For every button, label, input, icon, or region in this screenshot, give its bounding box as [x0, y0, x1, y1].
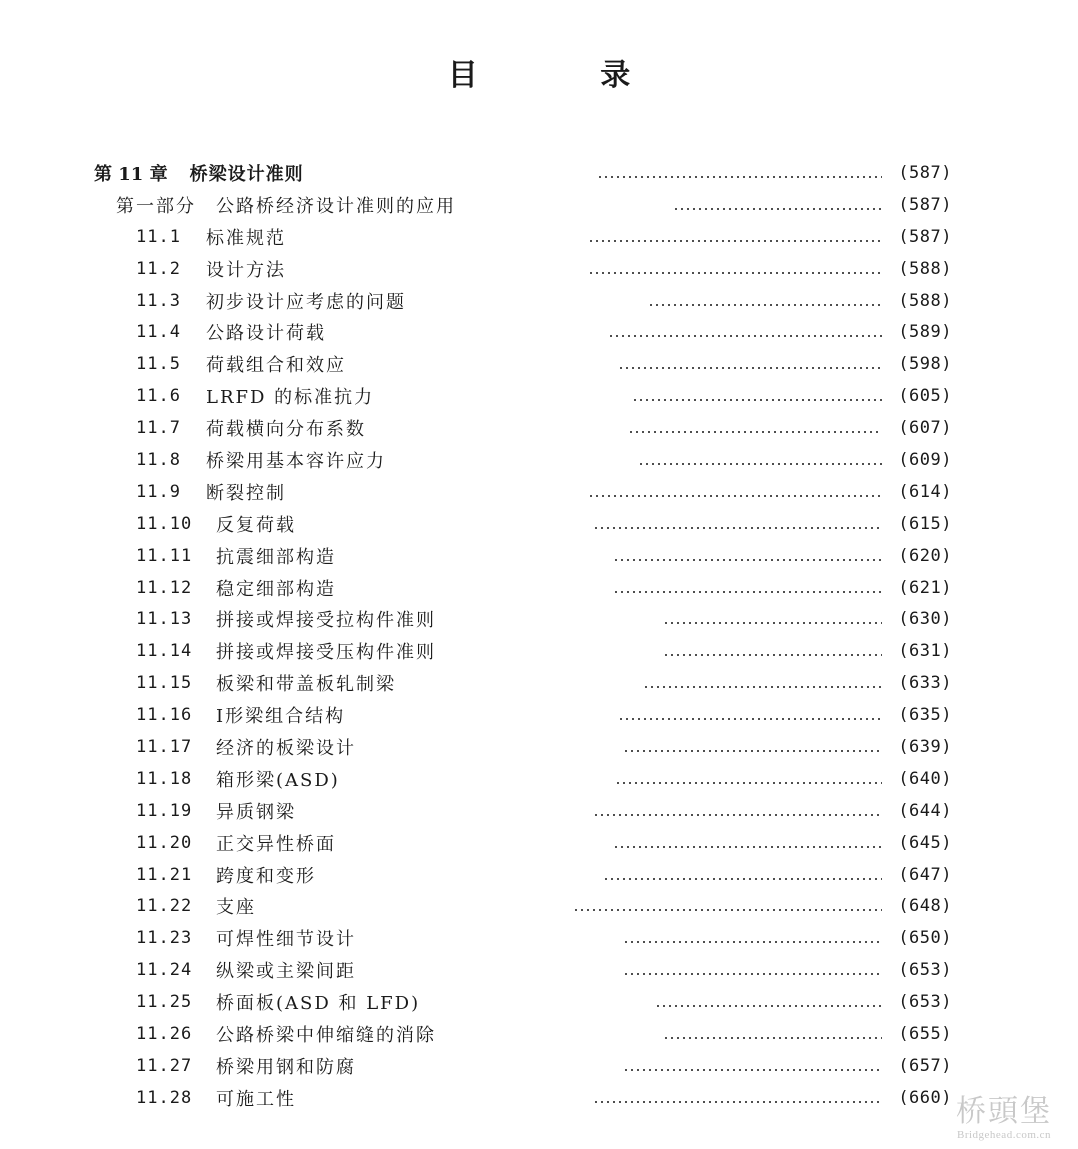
toc-entry-number: 11.16 [136, 705, 193, 726]
toc-entry-title: 荷载横向分布系数 [206, 419, 366, 441]
toc-entry-page: (620) [898, 545, 952, 566]
dot-leader [597, 176, 882, 178]
toc-entry-number: 11.2 [136, 258, 181, 279]
toc-entry-left [0, 734, 615, 760]
toc-entry-title: 反复荷载 [216, 514, 296, 536]
toc-entry-page: (631) [898, 641, 952, 662]
toc-entry-left [0, 925, 615, 951]
dot-leader [618, 367, 882, 369]
toc-entry-page: (588) [898, 290, 952, 311]
toc-entry-left [0, 862, 595, 888]
toc-entry-left [0, 1085, 585, 1111]
toc-entry-left [0, 256, 580, 282]
toc-entry-page: (621) [898, 577, 952, 598]
toc-entry-page: (598) [898, 354, 952, 375]
toc-entry-left [0, 319, 600, 345]
toc-entry-page: (588) [898, 258, 952, 279]
toc-entry-number: 11.14 [136, 641, 193, 662]
toc-entry-title: 抗震细部构造 [216, 546, 336, 568]
toc-entry-page: (587) [898, 194, 952, 215]
dot-leader [613, 591, 882, 593]
toc-entry-part[interactable] [0, 189, 1078, 221]
toc-entry-section[interactable] [0, 827, 1078, 859]
toc-entry-title: 公路桥经济设计准则的应用 [216, 195, 456, 217]
toc-entry-title: 稳定细部构造 [216, 578, 336, 600]
toc-entry-title: 可施工性 [216, 1088, 296, 1110]
dot-leader [573, 909, 882, 911]
toc-entry-title: 初步设计应考虑的问题 [206, 291, 406, 313]
toc-entry-section[interactable] [0, 635, 1078, 667]
toc-entry-left [0, 766, 607, 792]
toc-entry-title: 拼接或焊接受压构件准则 [216, 642, 436, 664]
toc-entry-left [0, 415, 620, 441]
toc-entry-section[interactable] [0, 253, 1078, 285]
dot-leader [593, 814, 882, 816]
toc-entry-page: (650) [898, 928, 952, 949]
dot-leader [618, 718, 882, 720]
toc-entry-title: 桥梁用基本容许应力 [206, 450, 386, 472]
watermark-logo-text: 桥頭堡 [956, 1094, 1052, 1129]
toc-entry-page: (645) [898, 832, 952, 853]
dot-leader [615, 782, 882, 784]
watermark-url: Bridgehead.com.cn [956, 1129, 1052, 1141]
table-of-contents [0, 157, 1078, 1114]
dot-leader [588, 272, 882, 274]
dot-leader [613, 846, 882, 848]
toc-entry-title: 板梁和带盖板轧制梁 [216, 674, 396, 696]
dot-leader [648, 304, 882, 306]
toc-entry-left [0, 192, 665, 218]
dot-leader [588, 495, 882, 497]
toc-entry-section[interactable] [0, 986, 1078, 1018]
dot-leader [623, 1069, 882, 1071]
toc-entry-page: (589) [898, 322, 952, 343]
toc-entry-left [0, 288, 640, 314]
toc-entry-left [0, 447, 630, 473]
toc-entry-section[interactable] [0, 954, 1078, 986]
dot-leader [673, 208, 882, 210]
toc-entry-section[interactable] [0, 699, 1078, 731]
toc-entry-number: 11.12 [136, 577, 193, 598]
toc-entry-title: 桥面板(ASD 和 LFD) [216, 993, 421, 1015]
dot-leader [663, 654, 882, 656]
toc-entry-page: (614) [898, 481, 952, 502]
dot-leader [643, 686, 882, 688]
toc-entry-number: 11.5 [136, 354, 181, 375]
toc-entry-number: 11.23 [136, 928, 193, 949]
toc-entry-page: (630) [898, 609, 952, 630]
toc-entry-number: 11.26 [136, 1023, 193, 1044]
toc-entry-title: 断裂控制 [206, 482, 286, 504]
toc-entry-number: 11.1 [136, 226, 181, 247]
toc-entry-section[interactable] [0, 540, 1078, 572]
toc-entry-page: (587) [898, 162, 952, 183]
toc-entry-title: 桥梁设计准则 [189, 163, 304, 185]
toc-entry-page: (655) [898, 1023, 952, 1044]
toc-entry-left [0, 798, 585, 824]
dot-leader [593, 527, 882, 529]
toc-entry-page: (648) [898, 896, 952, 917]
toc-entry-title: 拼接或焊接受拉构件准则 [216, 610, 436, 632]
toc-entry-number: 第 11 章 [94, 163, 168, 185]
toc-entry-section[interactable] [0, 572, 1078, 604]
toc-entry-section[interactable] [0, 890, 1078, 922]
toc-entry-number: 11.15 [136, 673, 193, 694]
toc-entry-left [0, 1053, 615, 1079]
dot-leader [623, 750, 882, 752]
toc-entry-chapter[interactable] [0, 157, 1078, 189]
toc-entry-title: 设计方法 [206, 259, 286, 281]
toc-entry-left [0, 989, 647, 1015]
toc-entry-section[interactable] [0, 348, 1078, 380]
toc-entry-section[interactable] [0, 412, 1078, 444]
toc-entry-section[interactable] [0, 476, 1078, 508]
toc-entry-left [0, 893, 565, 919]
toc-entry-left [0, 511, 585, 537]
toc-entry-page: (647) [898, 864, 952, 885]
toc-entry-page: (653) [898, 960, 952, 981]
dot-leader [623, 973, 882, 975]
toc-entry-left [0, 160, 589, 186]
toc-entry-title: 箱形梁(ASD) [216, 769, 340, 791]
toc-entry-section[interactable] [0, 763, 1078, 795]
toc-entry-number: 11.9 [136, 481, 181, 502]
toc-entry-section[interactable] [0, 667, 1078, 699]
toc-entry-number: 11.21 [136, 864, 193, 885]
toc-entry-number: 第一部分 [116, 195, 196, 217]
toc-entry-title: 异质钢梁 [216, 801, 296, 823]
toc-entry-left [0, 575, 605, 601]
toc-entry-title: 支座 [216, 897, 256, 919]
toc-entry-number: 11.10 [136, 513, 193, 534]
toc-entry-section[interactable] [0, 1082, 1078, 1114]
toc-entry-number: 11.24 [136, 960, 193, 981]
toc-entry-section[interactable] [0, 603, 1078, 635]
toc-entry-title: 标准规范 [206, 227, 286, 249]
toc-entry-left [0, 638, 655, 664]
toc-entry-title: 公路设计荷载 [206, 323, 326, 345]
toc-entry-page: (657) [898, 1055, 952, 1076]
toc-entry-left [0, 224, 580, 250]
toc-entry-left [0, 702, 610, 728]
toc-entry-number: 11.7 [136, 418, 181, 439]
toc-entry-number: 11.19 [136, 800, 193, 821]
toc-entry-left [0, 1021, 655, 1047]
toc-entry-page: (605) [898, 386, 952, 407]
toc-entry-section[interactable] [0, 285, 1078, 317]
toc-entry-number: 11.3 [136, 290, 181, 311]
dot-leader [603, 878, 882, 880]
toc-entry-page: (633) [898, 673, 952, 694]
toc-entry-section[interactable] [0, 380, 1078, 412]
dot-leader [608, 335, 882, 337]
toc-entry-number: 11.28 [136, 1087, 193, 1108]
toc-entry-number: 11.13 [136, 609, 193, 630]
toc-entry-title: 跨度和变形 [216, 865, 316, 887]
toc-entry-number: 11.22 [136, 896, 193, 917]
toc-entry-left [0, 383, 624, 409]
toc-entry-page: (660) [898, 1087, 952, 1108]
toc-entry-title: 纵梁或主梁间距 [216, 961, 356, 983]
dot-leader [655, 1005, 882, 1007]
toc-entry-section[interactable] [0, 795, 1078, 827]
toc-entry-left [0, 957, 615, 983]
toc-entry-title: 经济的板梁设计 [216, 737, 356, 759]
dot-leader [593, 1101, 882, 1103]
toc-entry-number: 11.18 [136, 768, 193, 789]
toc-entry-number: 11.20 [136, 832, 193, 853]
toc-entry-section[interactable] [0, 221, 1078, 253]
dot-leader [628, 431, 882, 433]
toc-entry-section[interactable] [0, 731, 1078, 763]
toc-entry-left [0, 606, 655, 632]
toc-entry-page: (635) [898, 705, 952, 726]
dot-leader [632, 399, 882, 401]
toc-entry-title: 荷载组合和效应 [206, 355, 346, 377]
watermark-logo [944, 1095, 1064, 1141]
toc-entry-page: (609) [898, 449, 952, 470]
page-title: 目 录 [447, 58, 687, 93]
toc-entry-title: Ⅰ形梁组合结构 [216, 706, 346, 728]
dot-leader [613, 559, 882, 561]
dot-leader [588, 240, 882, 242]
toc-entry-page: (615) [898, 513, 952, 534]
toc-entry-left [0, 543, 605, 569]
toc-entry-page: (607) [898, 418, 952, 439]
toc-entry-title: LRFD 的标准抗力 [206, 387, 375, 409]
toc-entry-title: 可焊性细节设计 [216, 929, 356, 951]
dot-leader [638, 463, 882, 465]
toc-entry-section[interactable] [0, 922, 1078, 954]
toc-entry-title: 桥梁用钢和防腐 [216, 1056, 356, 1078]
toc-entry-page: (587) [898, 226, 952, 247]
dot-leader [623, 941, 882, 943]
toc-entry-number: 11.27 [136, 1055, 193, 1076]
toc-entry-title: 公路桥梁中伸缩缝的消除 [216, 1024, 436, 1046]
toc-entry-title: 正交异性桥面 [216, 833, 336, 855]
toc-entry-page: (644) [898, 800, 952, 821]
toc-entry-left [0, 479, 580, 505]
toc-entry-section[interactable] [0, 859, 1078, 891]
toc-entry-section[interactable] [0, 1018, 1078, 1050]
toc-entry-page: (640) [898, 768, 952, 789]
toc-entry-left [0, 830, 605, 856]
toc-entry-section[interactable] [0, 316, 1078, 348]
toc-entry-number: 11.25 [136, 992, 193, 1013]
toc-entry-section[interactable] [0, 1050, 1078, 1082]
dot-leader [663, 1037, 882, 1039]
dot-leader [663, 622, 882, 624]
toc-entry-section[interactable] [0, 444, 1078, 476]
toc-entry-number: 11.4 [136, 322, 181, 343]
toc-entry-number: 11.6 [136, 386, 181, 407]
toc-entry-left [0, 670, 635, 696]
toc-entry-section[interactable] [0, 508, 1078, 540]
toc-entry-page: (639) [898, 736, 952, 757]
toc-entry-number: 11.8 [136, 449, 181, 470]
toc-entry-page: (653) [898, 992, 952, 1013]
toc-entry-number: 11.17 [136, 736, 193, 757]
toc-entry-number: 11.11 [136, 545, 193, 566]
toc-entry-left [0, 351, 610, 377]
